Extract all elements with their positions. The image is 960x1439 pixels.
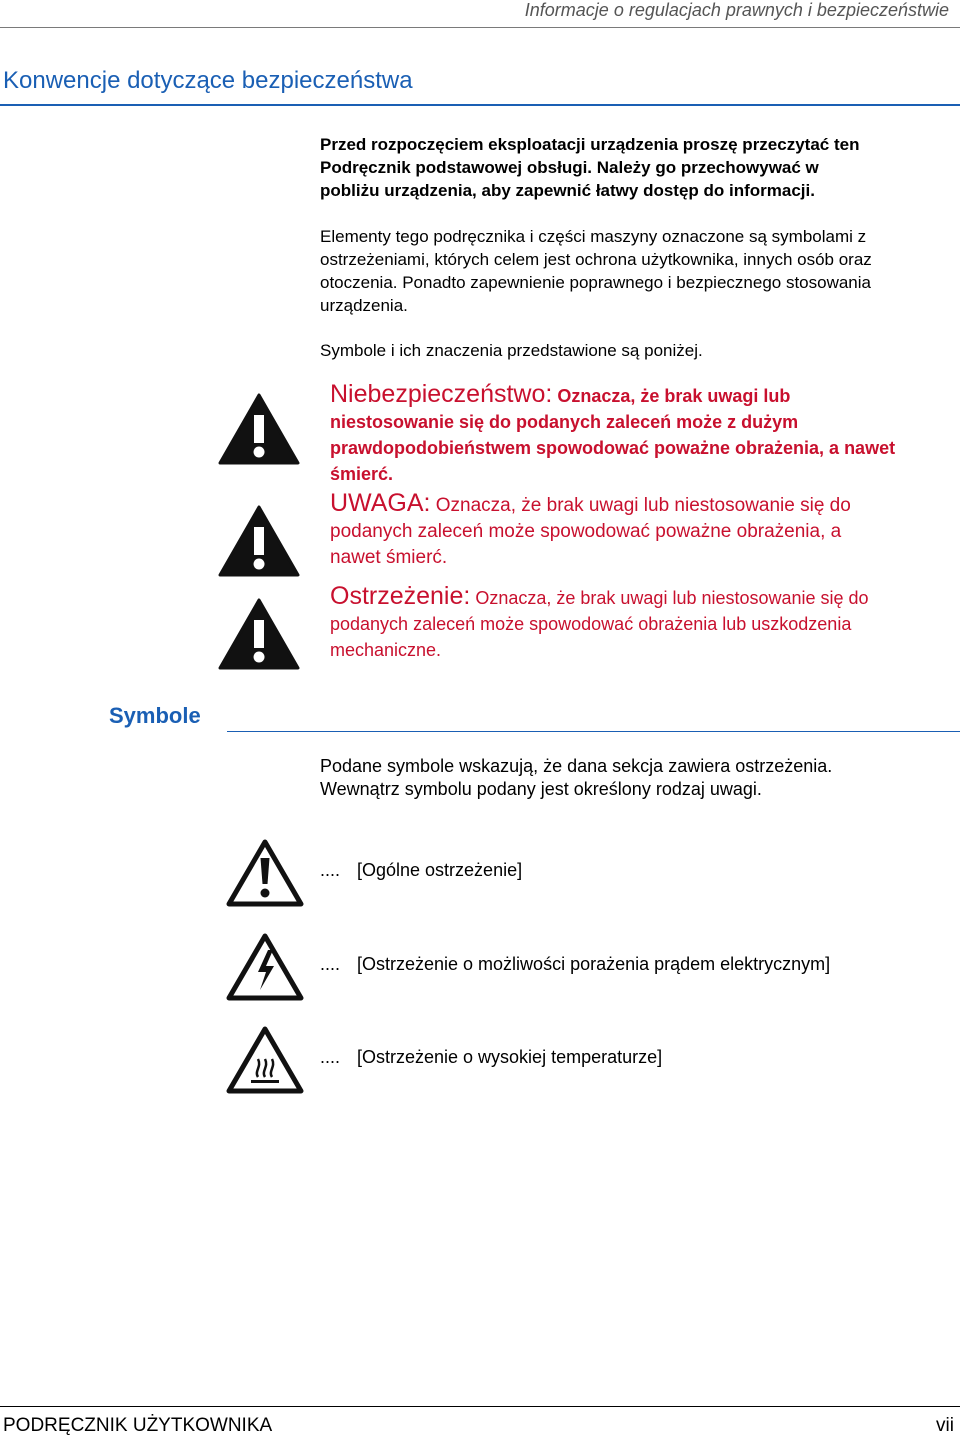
intro-line: Podręcznik podstawowej obsługi. Należy go przechowywać w — [320, 158, 819, 177]
symbols-description-line: Wewnątrz symbolu podany jest określony rodzaj uwagi. — [320, 779, 762, 799]
symbol-row-label: [Ogólne ostrzeżenie] — [357, 860, 523, 880]
symbols-description — [320, 755, 960, 801]
symbols-subsection-divider — [227, 731, 960, 732]
warning-text: nawet śmierć. — [330, 547, 448, 568]
symbols-intro-sentence: Symbole i ich znaczenia przedstawione są poniżej. — [320, 341, 703, 360]
header-divider — [0, 27, 960, 28]
section-title: Konwencje dotyczące bezpieczeństwa — [3, 67, 413, 94]
intro-line: pobliżu urządzenia, aby zapewnić łatwy dostęp do informacji. — [320, 181, 815, 200]
symbol-row-dots: .... — [320, 1047, 341, 1067]
body-line: Elementy tego podręcznika i części maszyny oznaczone są symbolami z — [320, 227, 867, 246]
danger-alert — [330, 381, 960, 487]
symbol-row-label: [Ostrzeżenie o możliwości porażenia prądem elektrycznym] — [357, 954, 831, 974]
intro-paragraph — [320, 133, 960, 202]
symbol-row-dots: .... — [320, 860, 341, 880]
electric-shock-icon — [225, 932, 305, 1002]
caution-term: Ostrzeżenie: — [330, 582, 471, 610]
symbol-row-dots: .... — [320, 954, 341, 974]
warning-alert — [330, 490, 960, 571]
warning-text: Oznacza, że brak uwagi lub niestosowanie się do — [430, 495, 851, 516]
footer-divider — [0, 1406, 960, 1407]
symbols-subsection-title: Symbole — [109, 703, 201, 728]
warning-triangle-icon — [218, 505, 300, 577]
footer-manual-title: PODRĘCZNIK UŻYTKOWNIKA — [3, 1415, 273, 1436]
danger-text: śmierć. — [330, 464, 394, 484]
page-number: vii — [936, 1415, 954, 1436]
danger-term: Niebezpieczeństwo: — [330, 380, 553, 408]
danger-triangle-icon — [218, 393, 300, 465]
section-title-divider — [0, 104, 960, 106]
symbol-row-heat — [320, 1047, 662, 1068]
caution-triangle-icon — [218, 598, 300, 670]
symbol-row-general — [320, 860, 522, 881]
caution-text: Oznacza, że brak uwagi lub niestosowanie się do — [470, 588, 869, 608]
intro-line: Przed rozpoczęciem eksploatacji urządzenia proszę przeczytać ten — [320, 135, 860, 154]
running-header: Informacje o regulacjach prawnych i bezpieczeństwie — [524, 0, 949, 20]
danger-text: prawdopodobieństwem spowodować poważne obrażenia, a nawet — [330, 438, 896, 458]
body-line: urządzenia. — [320, 296, 408, 315]
high-temperature-icon — [225, 1025, 305, 1095]
warning-term: UWAGA: — [330, 489, 431, 517]
general-warning-icon — [225, 838, 305, 908]
body-line: ostrzeżeniami, których celem jest ochrona użytkownika, innych osób oraz — [320, 250, 872, 269]
symbol-row-label: [Ostrzeżenie o wysokiej temperaturze] — [357, 1047, 663, 1067]
caution-alert — [330, 583, 960, 663]
symbol-row-electric — [320, 954, 830, 975]
caution-text: podanych zaleceń może spowodować obrażenia lub uszkodzenia — [330, 614, 852, 634]
body-paragraph — [320, 225, 960, 317]
danger-text: Oznacza, że brak uwagi lub — [552, 386, 791, 406]
symbols-description-line: Podane symbole wskazują, że dana sekcja zawiera ostrzeżenia. — [320, 756, 833, 776]
warning-text: podanych zaleceń może spowodować poważne obrażenia, a — [330, 521, 842, 542]
danger-text: niestosowanie się do podanych zaleceń może z dużym — [330, 412, 799, 432]
caution-text: mechaniczne. — [330, 640, 442, 660]
body-line: otoczenia. Ponadto zapewnienie poprawnego i bezpiecznego stosowania — [320, 273, 871, 292]
